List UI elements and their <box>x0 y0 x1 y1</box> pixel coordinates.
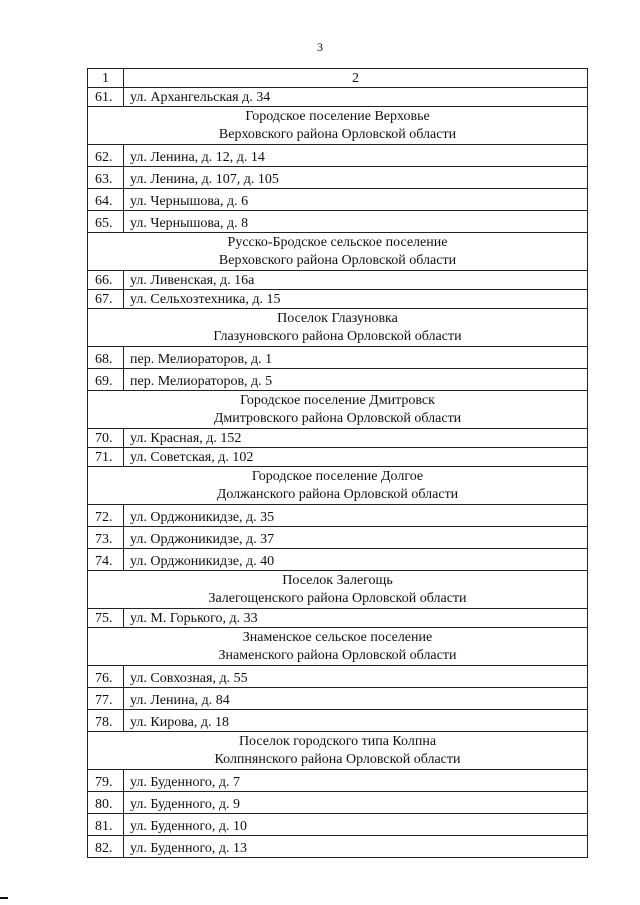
section-heading-line1: Поселок городского типа Колпна <box>238 734 437 749</box>
table-row <box>88 145 588 167</box>
row-address: ул. Ленина, д. 107, д. 105 <box>124 167 588 189</box>
section-heading-row <box>88 107 588 145</box>
section-heading <box>88 732 588 770</box>
table-row <box>88 88 588 107</box>
table-row <box>88 836 588 858</box>
row-number: 79. <box>88 770 124 792</box>
section-heading <box>88 571 588 609</box>
row-number: 80. <box>88 792 124 814</box>
row-address: ул. Орджоникидзе, д. 40 <box>124 549 588 571</box>
row-number: 73. <box>88 527 124 549</box>
section-heading-line1: Городское поселение Верховье <box>245 109 430 124</box>
row-number: 75. <box>88 609 124 628</box>
table-body <box>88 88 588 858</box>
row-address: ул. Сельхозтехника, д. 15 <box>124 290 588 309</box>
section-heading-row <box>88 571 588 609</box>
row-number: 81. <box>88 814 124 836</box>
section-heading-line2: Знаменского района Орловской области <box>218 648 457 663</box>
table-row <box>88 347 588 369</box>
table-row <box>88 814 588 836</box>
section-heading-line2: Глазуновского района Орловской области <box>213 329 462 344</box>
table-row <box>88 666 588 688</box>
section-heading <box>88 233 588 271</box>
row-address: ул. М. Горького, д. 33 <box>124 609 588 628</box>
row-number: 65. <box>88 211 124 233</box>
section-heading-row <box>88 309 588 347</box>
section-heading-row <box>88 732 588 770</box>
table-row <box>88 549 588 571</box>
section-heading-line2: Должанского района Орловской области <box>216 487 459 502</box>
row-address: ул. Ленина, д. 12, д. 14 <box>124 145 588 167</box>
row-number: 69. <box>88 369 124 391</box>
table-row <box>88 710 588 732</box>
row-number: 66. <box>88 271 124 290</box>
section-heading-row <box>88 467 588 505</box>
row-address: ул. Архангельская д. 34 <box>124 88 588 107</box>
section-heading-row <box>88 233 588 271</box>
section-heading-row <box>88 628 588 666</box>
row-number: 77. <box>88 688 124 710</box>
table-row <box>88 429 588 448</box>
section-heading-line2: Верховского района Орловской области <box>218 127 457 142</box>
table-row <box>88 688 588 710</box>
section-heading-line1: Знаменское сельское поселение <box>242 630 433 645</box>
table-row <box>88 189 588 211</box>
table-row <box>88 770 588 792</box>
row-address: ул. Ленина, д. 84 <box>124 688 588 710</box>
table-row <box>88 290 588 309</box>
row-address: пер. Мелиораторов, д. 1 <box>124 347 588 369</box>
row-address: ул. Орджоникидзе, д. 35 <box>124 505 588 527</box>
row-number: 64. <box>88 189 124 211</box>
section-heading-line2: Залегощенского района Орловской области <box>208 591 467 606</box>
row-address: ул. Буденного, д. 9 <box>124 792 588 814</box>
row-number: 76. <box>88 666 124 688</box>
column-header-number: 1 <box>88 69 124 88</box>
address-table <box>87 68 588 858</box>
row-number: 71. <box>88 448 124 467</box>
section-heading-line1: Городское поселение Долгое <box>251 469 424 484</box>
row-number: 62. <box>88 145 124 167</box>
section-heading-line1: Поселок Глазуновка <box>277 311 398 326</box>
section-heading-line2: Верховского района Орловской области <box>218 253 457 268</box>
row-address: ул. Буденного, д. 10 <box>124 814 588 836</box>
row-address: ул. Совхозная, д. 55 <box>124 666 588 688</box>
row-address: ул. Красная, д. 152 <box>124 429 588 448</box>
section-heading-line1: Поселок Залегощь <box>282 573 393 588</box>
table-row <box>88 505 588 527</box>
section-heading-row <box>88 391 588 429</box>
table-row <box>88 369 588 391</box>
row-address: ул. Буденного, д. 13 <box>124 836 588 858</box>
table-row <box>88 609 588 628</box>
row-address: ул. Орджоникидзе, д. 37 <box>124 527 588 549</box>
row-number: 70. <box>88 429 124 448</box>
section-heading <box>88 467 588 505</box>
table-row <box>88 792 588 814</box>
column-header-address: 2 <box>124 69 588 88</box>
row-number: 67. <box>88 290 124 309</box>
row-address: пер. Мелиораторов, д. 5 <box>124 369 588 391</box>
section-heading-line1: Городское поселение Дмитровск <box>240 393 435 408</box>
row-address: ул. Советская, д. 102 <box>124 448 588 467</box>
table-row <box>88 527 588 549</box>
row-address: ул. Буденного, д. 7 <box>124 770 588 792</box>
row-address: ул. Ливенская, д. 16а <box>124 271 588 290</box>
row-number: 82. <box>88 836 124 858</box>
table-row <box>88 167 588 189</box>
page-edge-mark <box>0 897 8 899</box>
row-number: 72. <box>88 505 124 527</box>
section-heading <box>88 628 588 666</box>
table-row <box>88 271 588 290</box>
row-address: ул. Кирова, д. 18 <box>124 710 588 732</box>
section-heading <box>88 107 588 145</box>
table-row <box>88 448 588 467</box>
row-address: ул. Чернышова, д. 8 <box>124 211 588 233</box>
section-heading-line2: Дмитровского района Орловской области <box>213 411 462 426</box>
row-number: 74. <box>88 549 124 571</box>
table-header-row <box>88 69 588 88</box>
row-number: 78. <box>88 710 124 732</box>
table-row <box>88 211 588 233</box>
row-number: 68. <box>88 347 124 369</box>
section-heading <box>88 391 588 429</box>
row-address: ул. Чернышова, д. 6 <box>124 189 588 211</box>
row-number: 61. <box>88 88 124 107</box>
section-heading-line1: Русско-Бродское сельское поселение <box>227 235 448 250</box>
page-number: 3 <box>317 40 323 54</box>
section-heading-line2: Колпнянского района Орловской области <box>214 752 461 767</box>
row-number: 63. <box>88 167 124 189</box>
section-heading <box>88 309 588 347</box>
